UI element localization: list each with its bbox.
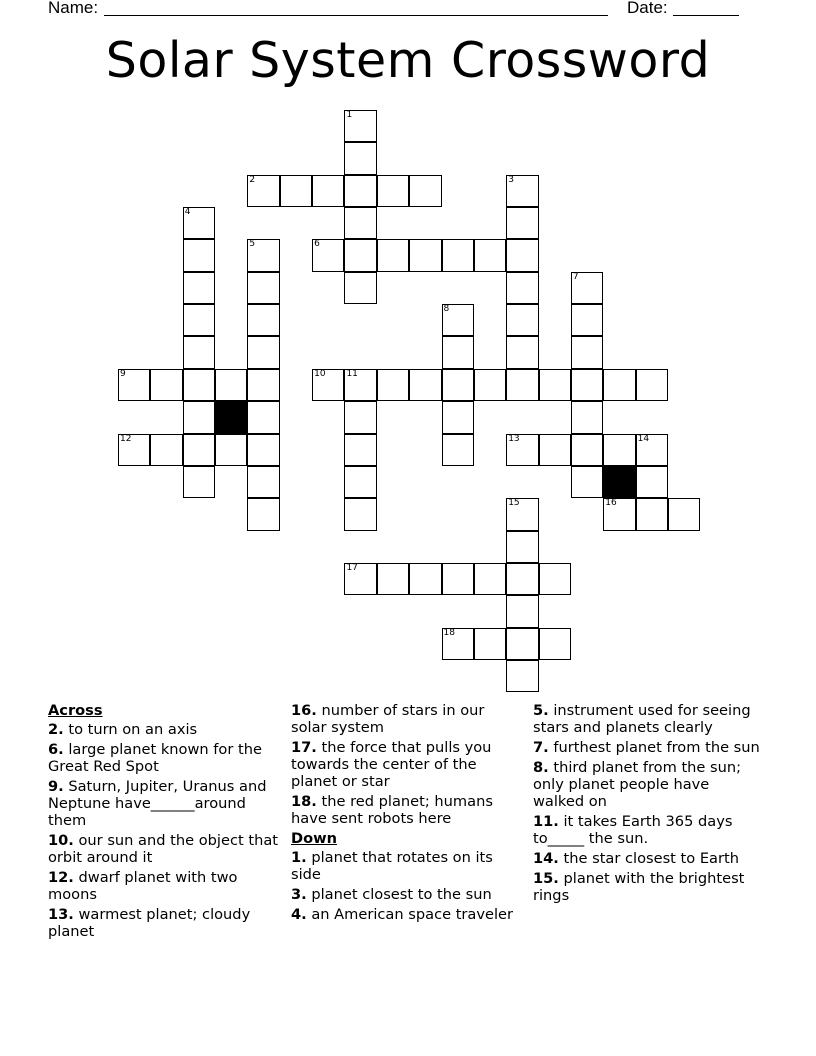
grid-cell[interactable]	[506, 563, 538, 595]
clue-item	[48, 832, 280, 866]
clue-item-text: our sun and the object that orbit around it	[48, 832, 278, 866]
clue-number: 12	[120, 433, 132, 444]
clue-item-text: instrument used for seeing stars and planets clearly	[533, 702, 751, 736]
clue-item-number: 3.	[291, 886, 307, 903]
grid-cell[interactable]	[539, 628, 571, 660]
grid-cell[interactable]	[506, 336, 538, 368]
grid-cell[interactable]	[571, 434, 603, 466]
grid-cell[interactable]	[377, 175, 409, 207]
grid-cell[interactable]	[377, 369, 409, 401]
grid-cell[interactable]	[409, 563, 441, 595]
date-label: Date:	[627, 0, 668, 17]
grid-cell[interactable]	[247, 434, 279, 466]
grid-cell[interactable]	[247, 304, 279, 336]
clue-item-number: 11.	[533, 813, 559, 830]
down-heading: Down	[291, 830, 338, 847]
clue-item-text: number of stars in our solar system	[291, 702, 485, 736]
clue-item-text: Saturn, Jupiter, Uranus and Neptune have______around them	[48, 778, 267, 829]
clue-column-3	[533, 702, 765, 907]
grid-cell[interactable]	[571, 336, 603, 368]
grid-cell[interactable]	[183, 466, 215, 498]
grid-cell[interactable]	[344, 110, 376, 142]
clue-item-text: warmest planet; cloudy planet	[48, 906, 251, 940]
clue-item-number: 7.	[533, 739, 549, 756]
clue-number: 11	[346, 368, 358, 379]
grid-cell[interactable]	[571, 466, 603, 498]
clue-number: 8	[443, 304, 450, 315]
clue-item	[291, 906, 523, 923]
clue-item-number: 12.	[48, 869, 74, 886]
clue-item-number: 6.	[48, 741, 64, 758]
clue-item	[48, 741, 280, 775]
grid-cell[interactable]	[668, 498, 700, 530]
clue-item	[48, 869, 280, 903]
clue-item	[533, 850, 765, 867]
grid-cell[interactable]	[344, 369, 376, 401]
clue-item	[533, 759, 765, 810]
clue-item-text: to turn on an axis	[63, 721, 198, 738]
grid-cell[interactable]	[636, 434, 668, 466]
grid-cell[interactable]	[506, 304, 538, 336]
clue-number: 16	[605, 498, 617, 509]
clue-item-number: 5.	[533, 702, 549, 719]
clue-item-text: third planet from the sun; only planet people have walked on	[533, 759, 742, 810]
grid-cell[interactable]	[215, 369, 247, 401]
clue-number: 17	[346, 562, 358, 573]
grid-cell[interactable]	[636, 369, 668, 401]
grid-cell[interactable]	[183, 401, 215, 433]
grid-cell[interactable]	[506, 175, 538, 207]
grid-cell[interactable]	[344, 466, 376, 498]
grid-cell[interactable]	[215, 434, 247, 466]
clue-item	[48, 906, 280, 940]
grid-cell[interactable]	[474, 369, 506, 401]
grid-cell[interactable]	[183, 434, 215, 466]
grid-cell[interactable]	[377, 563, 409, 595]
clue-number: 9	[120, 368, 126, 379]
grid-cell[interactable]	[344, 175, 376, 207]
grid-cell[interactable]	[442, 434, 474, 466]
grid-cell[interactable]	[506, 628, 538, 660]
name-label: Name:	[48, 0, 99, 17]
clue-item	[533, 813, 765, 847]
grid-cell[interactable]	[247, 466, 279, 498]
grid-cell[interactable]	[409, 369, 441, 401]
clue-number: 3	[508, 174, 514, 185]
grid-cell[interactable]	[183, 239, 215, 271]
grid-cell[interactable]	[506, 660, 538, 692]
grid-cell[interactable]	[442, 563, 474, 595]
clue-number: 15	[508, 498, 520, 509]
grid-cell[interactable]	[539, 434, 571, 466]
grid-cell[interactable]	[150, 434, 182, 466]
clue-number: 4	[184, 207, 191, 218]
black-cell	[215, 401, 247, 433]
clue-item-number: 2.	[48, 721, 64, 738]
grid-cell[interactable]	[539, 563, 571, 595]
grid-cell[interactable]	[442, 336, 474, 368]
clue-number: 18	[443, 627, 455, 638]
grid-cell[interactable]	[506, 239, 538, 271]
grid-cell[interactable]	[506, 369, 538, 401]
grid-cell[interactable]	[183, 272, 215, 304]
grid-cell[interactable]	[377, 239, 409, 271]
clue-item	[291, 849, 523, 883]
grid-cell[interactable]	[636, 466, 668, 498]
grid-cell[interactable]	[118, 369, 150, 401]
grid-cell[interactable]	[603, 498, 635, 530]
across-heading: Across	[48, 702, 103, 719]
grid-cell[interactable]	[506, 531, 538, 563]
clue-item-number: 17.	[291, 739, 317, 756]
clue-item	[291, 702, 523, 736]
clue-item-text: dwarf planet with two moons	[48, 869, 238, 903]
grid-cell[interactable]	[442, 239, 474, 271]
grid-cell[interactable]	[344, 401, 376, 433]
clue-item-number: 9.	[48, 778, 64, 795]
grid-cell[interactable]	[571, 401, 603, 433]
page-title: Solar System Crossword	[105, 32, 711, 89]
grid-cell[interactable]	[344, 272, 376, 304]
grid-cell[interactable]	[183, 304, 215, 336]
clue-item-number: 14.	[533, 850, 559, 867]
clue-item	[48, 721, 280, 738]
clue-item-text: the star closest to Earth	[558, 850, 739, 867]
grid-cell[interactable]	[409, 175, 441, 207]
grid-cell[interactable]	[506, 498, 538, 530]
grid-cell[interactable]	[344, 434, 376, 466]
grid-cell[interactable]	[183, 369, 215, 401]
grid-cell[interactable]	[344, 498, 376, 530]
grid-cell[interactable]	[442, 628, 474, 660]
grid-cell[interactable]	[603, 434, 635, 466]
grid-cell[interactable]	[247, 369, 279, 401]
grid-cell[interactable]	[344, 239, 376, 271]
clue-item-text: large planet known for the Great Red Spot	[48, 741, 262, 775]
clue-item	[533, 739, 765, 756]
grid-cell[interactable]	[247, 401, 279, 433]
grid-cell[interactable]	[247, 175, 279, 207]
grid-cell[interactable]	[344, 563, 376, 595]
grid-cell[interactable]	[344, 142, 376, 174]
clue-item-text: the force that pulls you towards the center of the planet or star	[291, 739, 492, 790]
grid-cell[interactable]	[247, 336, 279, 368]
clue-number: 13	[508, 433, 520, 444]
grid-cell[interactable]	[150, 369, 182, 401]
clue-item-number: 1.	[291, 849, 307, 866]
clue-item-number: 10.	[48, 832, 74, 849]
grid-cell[interactable]	[118, 434, 150, 466]
grid-cell[interactable]	[183, 207, 215, 239]
grid-cell[interactable]	[247, 498, 279, 530]
grid-cell[interactable]	[344, 207, 376, 239]
clue-item-number: 4.	[291, 906, 307, 923]
grid-cell[interactable]	[247, 239, 279, 271]
grid-cell[interactable]	[474, 239, 506, 271]
grid-cell[interactable]	[506, 207, 538, 239]
clue-number: 6	[314, 239, 320, 250]
grid-cell[interactable]	[409, 239, 441, 271]
grid-cell[interactable]	[539, 369, 571, 401]
clue-number: 5	[249, 239, 256, 250]
grid-cell[interactable]	[280, 175, 312, 207]
clue-column-1	[48, 702, 280, 943]
grid-cell[interactable]	[506, 434, 538, 466]
grid-cell[interactable]	[474, 628, 506, 660]
clue-item-number: 18.	[291, 793, 317, 810]
grid-cell[interactable]	[571, 272, 603, 304]
clue-item-number: 8.	[533, 759, 549, 776]
grid-cell[interactable]	[506, 595, 538, 627]
clue-item-number: 15.	[533, 870, 559, 887]
clue-item-number: 16.	[291, 702, 317, 719]
grid-cell[interactable]	[312, 175, 344, 207]
grid-cell[interactable]	[571, 369, 603, 401]
clue-item	[291, 793, 523, 827]
clue-item-text: it takes Earth 365 days to_____ the sun.	[533, 813, 733, 847]
clue-column-2	[291, 702, 523, 926]
grid-cell[interactable]	[571, 304, 603, 336]
clue-number: 7	[572, 271, 579, 282]
grid-cell[interactable]	[442, 369, 474, 401]
clue-item-text: the red planet; humans have sent robots here	[291, 793, 493, 827]
clue-item-text: planet closest to the sun	[306, 886, 492, 903]
grid-cell[interactable]	[312, 369, 344, 401]
grid-cell[interactable]	[442, 304, 474, 336]
grid-cell[interactable]	[183, 336, 215, 368]
clue-number: 10	[314, 368, 326, 379]
clue-item	[291, 739, 523, 790]
clue-item-text: planet that rotates on its side	[291, 849, 493, 883]
clue-number: 14	[637, 433, 650, 444]
black-cell	[603, 466, 635, 498]
grid-cell[interactable]	[247, 272, 279, 304]
clue-item-text: furthest planet from the sun	[548, 739, 760, 756]
grid-cell[interactable]	[636, 498, 668, 530]
grid-cell[interactable]	[603, 369, 635, 401]
clue-number: 1	[346, 110, 353, 120]
clue-item	[533, 870, 765, 904]
clue-item	[48, 778, 280, 829]
clue-number: 2	[249, 174, 256, 185]
clue-item-number: 13.	[48, 906, 74, 923]
grid-cell[interactable]	[442, 401, 474, 433]
clue-item-text: planet with the brightest rings	[533, 870, 745, 904]
grid-cell[interactable]	[506, 272, 538, 304]
clue-item	[533, 702, 765, 736]
grid-cell[interactable]	[474, 563, 506, 595]
grid-cell[interactable]	[312, 239, 344, 271]
clue-item-text: an American space traveler	[306, 906, 514, 923]
clue-item	[291, 886, 523, 903]
